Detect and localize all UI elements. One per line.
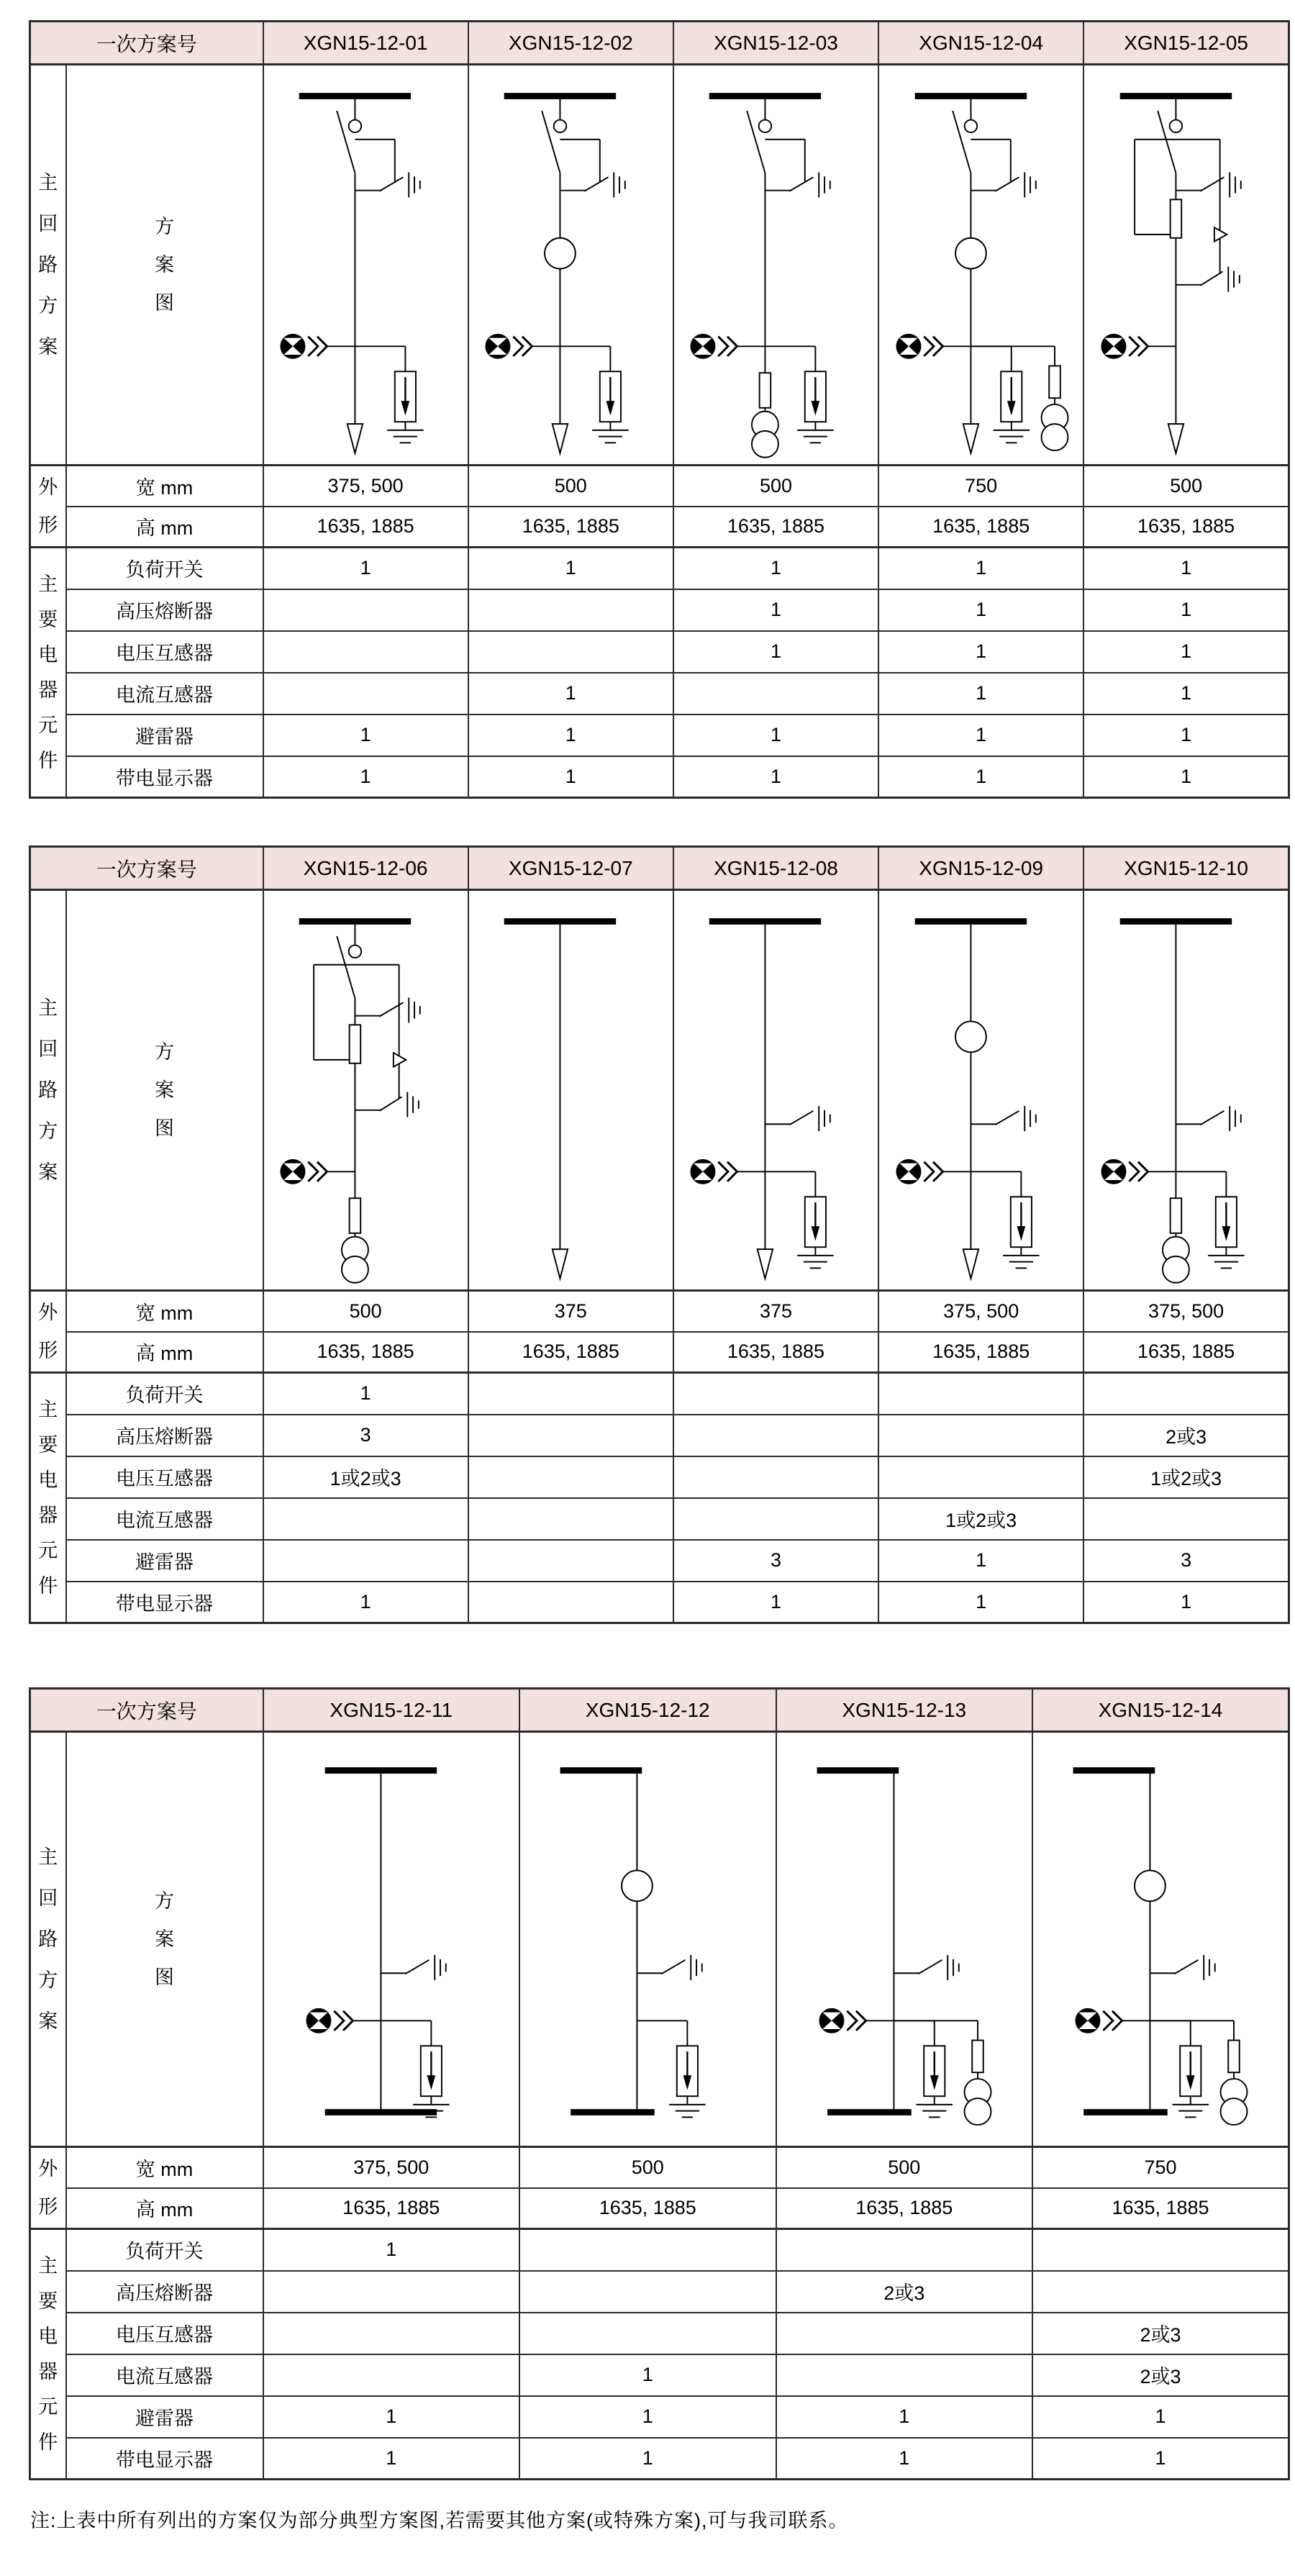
- component-count-cell: 1: [1083, 548, 1289, 589]
- component-count-cell: [776, 2229, 1033, 2271]
- diagram-cell-XGN15-12-06: [263, 890, 468, 1291]
- components-group-label: [30, 2229, 66, 2480]
- component-count-cell: 1: [1083, 1582, 1289, 1623]
- component-count-cell: [673, 673, 878, 715]
- component-count-cell: [468, 1415, 673, 1456]
- header-row: [30, 1689, 1289, 1732]
- component-count-cell: [519, 2229, 776, 2271]
- one-line-diagram: [1089, 75, 1284, 461]
- diagram-cell-XGN15-12-10: [1083, 890, 1289, 1291]
- width-value-cell: 500: [263, 1291, 468, 1332]
- component-count-cell: 1: [263, 715, 468, 756]
- height-value-cell: 1635, 1885: [673, 1332, 878, 1373]
- component-count-cell: [263, 1540, 468, 1582]
- scheme-id-header: XGN15-12-02: [468, 22, 673, 65]
- scheme-id-header: XGN15-12-06: [263, 847, 468, 890]
- scheme-id-header: XGN15-12-09: [878, 847, 1083, 890]
- component-count-cell: 3: [263, 1415, 468, 1456]
- diagram-cell-XGN15-12-05: [1083, 65, 1289, 466]
- header-row: [30, 22, 1289, 65]
- width-value-cell: 500: [519, 2147, 776, 2188]
- component-count-cell: 1: [263, 1373, 468, 1415]
- component-count-cell: 1: [673, 548, 878, 589]
- vertical-label-text: 主 回 路 方 案: [38, 997, 58, 1183]
- component-row: [30, 631, 1289, 673]
- component-count-cell: 1: [468, 548, 673, 589]
- component-row: [30, 2354, 1289, 2396]
- component-count-cell: 1: [673, 1582, 878, 1623]
- one-line-diagram: [268, 900, 463, 1287]
- component-count-cell: 1: [1083, 715, 1289, 756]
- one-line-diagram: [1063, 1749, 1258, 2136]
- diagram-cell-XGN15-12-14: [1032, 1732, 1289, 2147]
- diagram-cell-XGN15-12-09: [878, 890, 1083, 1291]
- one-line-diagram: [678, 75, 873, 461]
- component-label: 电压互感器: [66, 2313, 263, 2354]
- width-value-cell: 375, 500: [263, 466, 468, 507]
- scheme-id-header: XGN15-12-12: [519, 1689, 776, 1732]
- components-group-label: [30, 548, 66, 798]
- component-label: 电压互感器: [66, 1456, 263, 1498]
- component-count-cell: [776, 2313, 1033, 2354]
- component-count-cell: [468, 1498, 673, 1540]
- component-count-cell: 1: [263, 2396, 520, 2438]
- width-row: [30, 2147, 1289, 2188]
- primary-scheme-table: [29, 20, 1290, 799]
- scheme-id-header: XGN15-12-01: [263, 22, 468, 65]
- component-row: [30, 2396, 1289, 2438]
- diagram-cell-XGN15-12-01: [263, 65, 468, 466]
- component-label: 电压互感器: [66, 631, 263, 673]
- diagram-cell-XGN15-12-07: [468, 890, 673, 1291]
- component-label: 带电显示器: [66, 2438, 263, 2480]
- scheme-id-header: XGN15-12-11: [263, 1689, 520, 1732]
- scheme-table-3: [29, 1687, 1288, 2480]
- component-row: [30, 1415, 1289, 1456]
- height-value-cell: 1635, 1885: [263, 2188, 520, 2229]
- main-circuit-group-label: [30, 1732, 66, 2147]
- vertical-label-text: 主 要 电 器 元 件: [38, 573, 58, 771]
- component-count-cell: [468, 1456, 673, 1498]
- component-count-cell: 1: [468, 756, 673, 798]
- width-label: 宽 mm: [66, 466, 263, 507]
- width-value-cell: 375, 500: [263, 2147, 520, 2188]
- component-label: 负荷开关: [66, 2229, 263, 2271]
- component-label: 避雷器: [66, 1540, 263, 1582]
- vertical-label-text: 方 案 图: [155, 1040, 174, 1139]
- component-count-cell: 1: [1083, 673, 1289, 715]
- height-value-cell: 1635, 1885: [263, 1332, 468, 1373]
- one-line-diagram: [883, 900, 1079, 1287]
- height-value-cell: 1635, 1885: [878, 507, 1083, 548]
- width-value-cell: 500: [468, 466, 673, 507]
- component-row: [30, 2271, 1289, 2313]
- component-count-cell: 1: [519, 2354, 776, 2396]
- vertical-label-text: 主 回 路 方 案: [38, 1846, 58, 2032]
- width-value-cell: 375: [468, 1291, 673, 1332]
- one-line-diagram: [473, 75, 668, 461]
- diagram-row: [30, 890, 1289, 1291]
- component-count-cell: 1: [673, 589, 878, 631]
- component-count-cell: [263, 631, 468, 673]
- component-row: [30, 589, 1289, 631]
- height-row: [30, 2188, 1289, 2229]
- component-count-cell: 1: [673, 756, 878, 798]
- diagram-cell-XGN15-12-12: [519, 1732, 776, 2147]
- component-count-cell: [1083, 1373, 1289, 1415]
- vertical-label-text: 外 形: [38, 1301, 58, 1361]
- height-label: 高 mm: [66, 2188, 263, 2229]
- width-value-cell: 375: [673, 1291, 878, 1332]
- component-label: 避雷器: [66, 2396, 263, 2438]
- diagram-cell-XGN15-12-03: [673, 65, 878, 466]
- component-count-cell: [673, 1498, 878, 1540]
- height-value-cell: 1635, 1885: [1032, 2188, 1289, 2229]
- component-count-cell: 1: [878, 631, 1083, 673]
- diagram-row: [30, 65, 1289, 466]
- component-count-cell: [878, 1373, 1083, 1415]
- component-count-cell: 2或3: [1032, 2313, 1289, 2354]
- component-label: 电流互感器: [66, 2354, 263, 2396]
- diagram-cell-XGN15-12-11: [263, 1732, 520, 2147]
- component-count-cell: 1: [673, 631, 878, 673]
- component-row: [30, 2229, 1289, 2271]
- component-count-cell: 1: [468, 673, 673, 715]
- primary-scheme-table: [29, 845, 1290, 1624]
- component-count-cell: [1032, 2271, 1289, 2313]
- component-count-cell: [263, 2271, 520, 2313]
- vertical-label-text: 主 要 电 器 元 件: [38, 2254, 58, 2453]
- component-count-cell: 1: [878, 548, 1083, 589]
- height-label: 高 mm: [66, 1332, 263, 1373]
- scheme-table-1: [29, 20, 1288, 799]
- width-label: 宽 mm: [66, 1291, 263, 1332]
- diagram-row: [30, 1732, 1289, 2147]
- component-count-cell: 1: [878, 1540, 1083, 1582]
- component-row: [30, 1456, 1289, 1498]
- scheme-id-header: XGN15-12-04: [878, 22, 1083, 65]
- component-row: [30, 1540, 1289, 1582]
- one-line-diagram: [806, 1749, 1002, 2136]
- one-line-diagram: [550, 1749, 745, 2136]
- header-row: [30, 847, 1289, 890]
- height-value-cell: 1635, 1885: [673, 507, 878, 548]
- component-count-cell: [878, 1415, 1083, 1456]
- component-count-cell: [673, 1456, 878, 1498]
- component-count-cell: 1: [263, 1582, 468, 1623]
- component-count-cell: 1或2或3: [263, 1456, 468, 1498]
- width-row: [30, 1291, 1289, 1332]
- component-count-cell: [263, 1498, 468, 1540]
- component-count-cell: 2或3: [776, 2271, 1033, 2313]
- component-count-cell: 1: [519, 2438, 776, 2480]
- component-row: [30, 715, 1289, 756]
- scheme-id-header: XGN15-12-10: [1083, 847, 1289, 890]
- vertical-label-text: 方 案 图: [155, 215, 174, 314]
- component-count-cell: 1: [263, 548, 468, 589]
- component-row: [30, 673, 1289, 715]
- dimensions-group-label: [30, 466, 66, 548]
- component-count-cell: 1: [1083, 589, 1289, 631]
- component-count-cell: [1032, 2229, 1289, 2271]
- component-count-cell: 3: [673, 1540, 878, 1582]
- component-label: 高压熔断器: [66, 1415, 263, 1456]
- component-count-cell: [263, 589, 468, 631]
- width-value-cell: 750: [878, 466, 1083, 507]
- width-row: [30, 466, 1289, 507]
- height-value-cell: 1635, 1885: [1083, 1332, 1289, 1373]
- height-label: 高 mm: [66, 507, 263, 548]
- component-label: 高压熔断器: [66, 589, 263, 631]
- component-row: [30, 1373, 1289, 1415]
- footnote: 注:上表中所有列出的方案仅为部分典型方案图,若需要其他方案(或特殊方案),可与我司联系。: [30, 2510, 849, 2531]
- height-value-cell: 1635, 1885: [878, 1332, 1083, 1373]
- component-label: 带电显示器: [66, 756, 263, 798]
- scheme-table-2: [29, 845, 1288, 1624]
- main-circuit-group-label: [30, 890, 66, 1291]
- vertical-label-text: 外 形: [38, 2157, 58, 2218]
- scheme-no-header: 一次方案号: [30, 847, 263, 890]
- main-circuit-group-label: [30, 65, 66, 466]
- component-count-cell: [468, 589, 673, 631]
- component-count-cell: [468, 1540, 673, 1582]
- component-label: 负荷开关: [66, 1373, 263, 1415]
- scheme-no-header: 一次方案号: [30, 22, 263, 65]
- height-value-cell: 1635, 1885: [776, 2188, 1033, 2229]
- scheme-id-header: XGN15-12-05: [1083, 22, 1289, 65]
- one-line-diagram: [678, 900, 873, 1287]
- component-count-cell: 1: [878, 589, 1083, 631]
- vertical-label-text: 主 回 路 方 案: [38, 171, 58, 358]
- component-count-cell: 1: [263, 2229, 520, 2271]
- component-label: 负荷开关: [66, 548, 263, 589]
- component-count-cell: 1: [878, 673, 1083, 715]
- component-count-cell: 2或3: [1083, 1415, 1289, 1456]
- component-count-cell: [519, 2313, 776, 2354]
- dimensions-group-label: [30, 2147, 66, 2229]
- component-count-cell: [878, 1456, 1083, 1498]
- height-value-cell: 1635, 1885: [1083, 507, 1289, 548]
- component-row: [30, 1498, 1289, 1540]
- scheme-no-header: 一次方案号: [30, 1689, 263, 1732]
- component-count-cell: 1: [519, 2396, 776, 2438]
- component-row: [30, 548, 1289, 589]
- component-label: 电流互感器: [66, 1498, 263, 1540]
- component-row: [30, 756, 1289, 798]
- width-value-cell: 750: [1032, 2147, 1289, 2188]
- components-group-label: [30, 1373, 66, 1623]
- width-label: 宽 mm: [66, 2147, 263, 2188]
- diagram-label: [66, 890, 263, 1291]
- scheme-id-header: XGN15-12-08: [673, 847, 878, 890]
- component-count-cell: [673, 1373, 878, 1415]
- one-line-diagram: [294, 1749, 489, 2136]
- component-count-cell: 1或2或3: [1083, 1456, 1289, 1498]
- component-count-cell: [468, 1373, 673, 1415]
- component-count-cell: 1: [1032, 2438, 1289, 2480]
- height-row: [30, 1332, 1289, 1373]
- width-value-cell: 500: [776, 2147, 1033, 2188]
- height-row: [30, 507, 1289, 548]
- component-label: 电流互感器: [66, 673, 263, 715]
- height-value-cell: 1635, 1885: [468, 1332, 673, 1373]
- component-count-cell: 1: [878, 715, 1083, 756]
- component-count-cell: 1或2或3: [878, 1498, 1083, 1540]
- diagram-cell-XGN15-12-13: [776, 1732, 1033, 2147]
- component-count-cell: [263, 673, 468, 715]
- component-count-cell: 1: [878, 1582, 1083, 1623]
- vertical-label-text: 主 要 电 器 元 件: [38, 1398, 58, 1597]
- component-label: 高压熔断器: [66, 2271, 263, 2313]
- component-count-cell: 1: [1083, 756, 1289, 798]
- diagram-label: [66, 1732, 263, 2147]
- one-line-diagram: [1089, 900, 1284, 1287]
- component-count-cell: 1: [263, 2438, 520, 2480]
- component-count-cell: 1: [878, 756, 1083, 798]
- component-count-cell: 1: [673, 715, 878, 756]
- component-count-cell: [776, 2354, 1033, 2396]
- component-label: 避雷器: [66, 715, 263, 756]
- component-count-cell: 1: [776, 2396, 1033, 2438]
- component-count-cell: 1: [776, 2438, 1033, 2480]
- component-row: [30, 2313, 1289, 2354]
- one-line-diagram: [883, 75, 1079, 461]
- diagram-cell-XGN15-12-02: [468, 65, 673, 466]
- component-count-cell: [519, 2271, 776, 2313]
- scheme-id-header: XGN15-12-13: [776, 1689, 1033, 1732]
- scheme-id-header: XGN15-12-07: [468, 847, 673, 890]
- component-count-cell: [1083, 1498, 1289, 1540]
- scheme-id-header: XGN15-12-03: [673, 22, 878, 65]
- component-count-cell: [263, 2354, 520, 2396]
- width-value-cell: 375, 500: [1083, 1291, 1289, 1332]
- one-line-diagram: [473, 900, 668, 1287]
- scheme-id-header: XGN15-12-14: [1032, 1689, 1289, 1732]
- diagram-label: [66, 65, 263, 466]
- component-count-cell: 1: [468, 715, 673, 756]
- component-count-cell: 1: [1083, 631, 1289, 673]
- component-count-cell: 1: [1032, 2396, 1289, 2438]
- component-count-cell: 2或3: [1032, 2354, 1289, 2396]
- height-value-cell: 1635, 1885: [263, 507, 468, 548]
- component-count-cell: [263, 2313, 520, 2354]
- vertical-label-text: 方 案 图: [155, 1890, 174, 1988]
- dimensions-group-label: [30, 1291, 66, 1373]
- width-value-cell: 500: [1083, 466, 1289, 507]
- diagram-cell-XGN15-12-04: [878, 65, 1083, 466]
- primary-scheme-table: [29, 1687, 1290, 2480]
- one-line-diagram: [268, 75, 463, 461]
- diagram-cell-XGN15-12-08: [673, 890, 878, 1291]
- component-count-cell: [468, 1582, 673, 1623]
- width-value-cell: 375, 500: [878, 1291, 1083, 1332]
- width-value-cell: 500: [673, 466, 878, 507]
- component-count-cell: 1: [263, 756, 468, 798]
- component-label: 带电显示器: [66, 1582, 263, 1623]
- height-value-cell: 1635, 1885: [468, 507, 673, 548]
- component-count-cell: [673, 1415, 878, 1456]
- component-row: [30, 1582, 1289, 1623]
- component-row: [30, 2438, 1289, 2480]
- component-count-cell: [468, 631, 673, 673]
- component-count-cell: 3: [1083, 1540, 1289, 1582]
- vertical-label-text: 外 形: [38, 476, 58, 536]
- height-value-cell: 1635, 1885: [519, 2188, 776, 2229]
